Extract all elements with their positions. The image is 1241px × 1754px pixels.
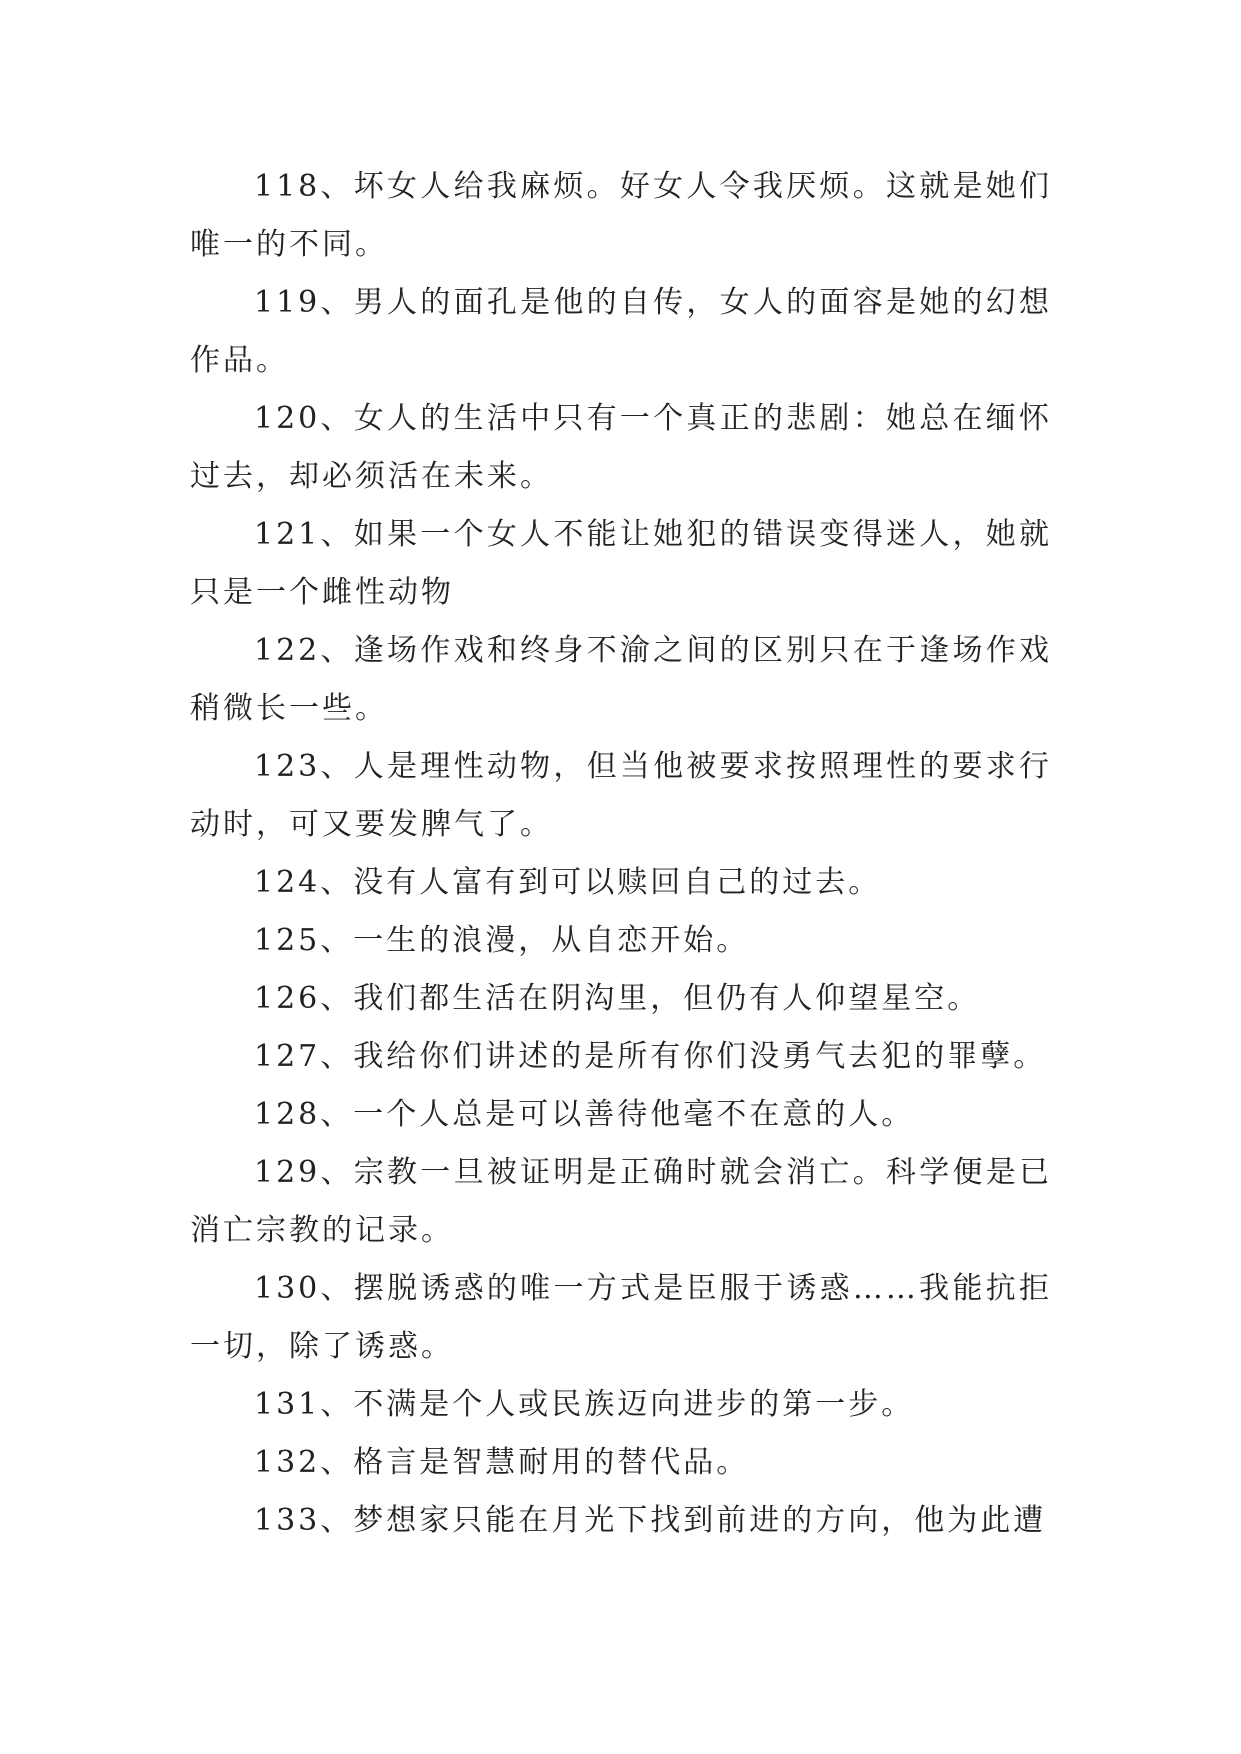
paragraph-129: 129、宗教一旦被证明是正确时就会消亡。科学便是已消亡宗教的记录。 [190,1155,1052,1248]
paragraph-122: 122、逢场作戏和终身不渝之间的区别只在于逢场作戏稍微长一些。 [190,633,1052,726]
paragraph-120: 120、女人的生活中只有一个真正的悲剧：她总在缅怀过去，却必须活在未来。 [190,401,1052,494]
document-body [190,158,1052,1550]
paragraph-123: 123、人是理性动物，但当他被要求按照理性的要求行动时，可又要发脾气了。 [190,749,1052,842]
paragraph-125: 125、一生的浪漫，从自恋开始。 [254,923,750,958]
paragraph-126: 126、我们都生活在阴沟里，但仍有人仰望星空。 [254,981,981,1016]
paragraph-119: 119、男人的面孔是他的自传，女人的面容是她的幻想作品。 [190,285,1052,378]
paragraph-118: 118、坏女人给我麻烦。好女人令我厌烦。这就是她们唯一的不同。 [190,169,1052,262]
paragraph-127: 127、我给你们讲述的是所有你们没勇气去犯的罪孽。 [254,1039,1047,1074]
paragraph-132: 132、格言是智慧耐用的替代品。 [254,1445,750,1480]
paragraph-121: 121、如果一个女人不能让她犯的错误变得迷人，她就只是一个雌性动物 [190,517,1052,610]
paragraph-124: 124、没有人富有到可以赎回自己的过去。 [254,865,882,900]
paragraph-128: 128、一个人总是可以善待他毫不在意的人。 [254,1097,915,1132]
paragraph-130: 130、摆脱诱惑的唯一方式是臣服于诱惑……我能抗拒一切，除了诱惑。 [190,1271,1052,1364]
paragraph-131: 131、不满是个人或民族迈向进步的第一步。 [254,1387,915,1422]
paragraph-133: 133、梦想家只能在月光下找到前进的方向，他为此遭 [254,1503,1047,1538]
